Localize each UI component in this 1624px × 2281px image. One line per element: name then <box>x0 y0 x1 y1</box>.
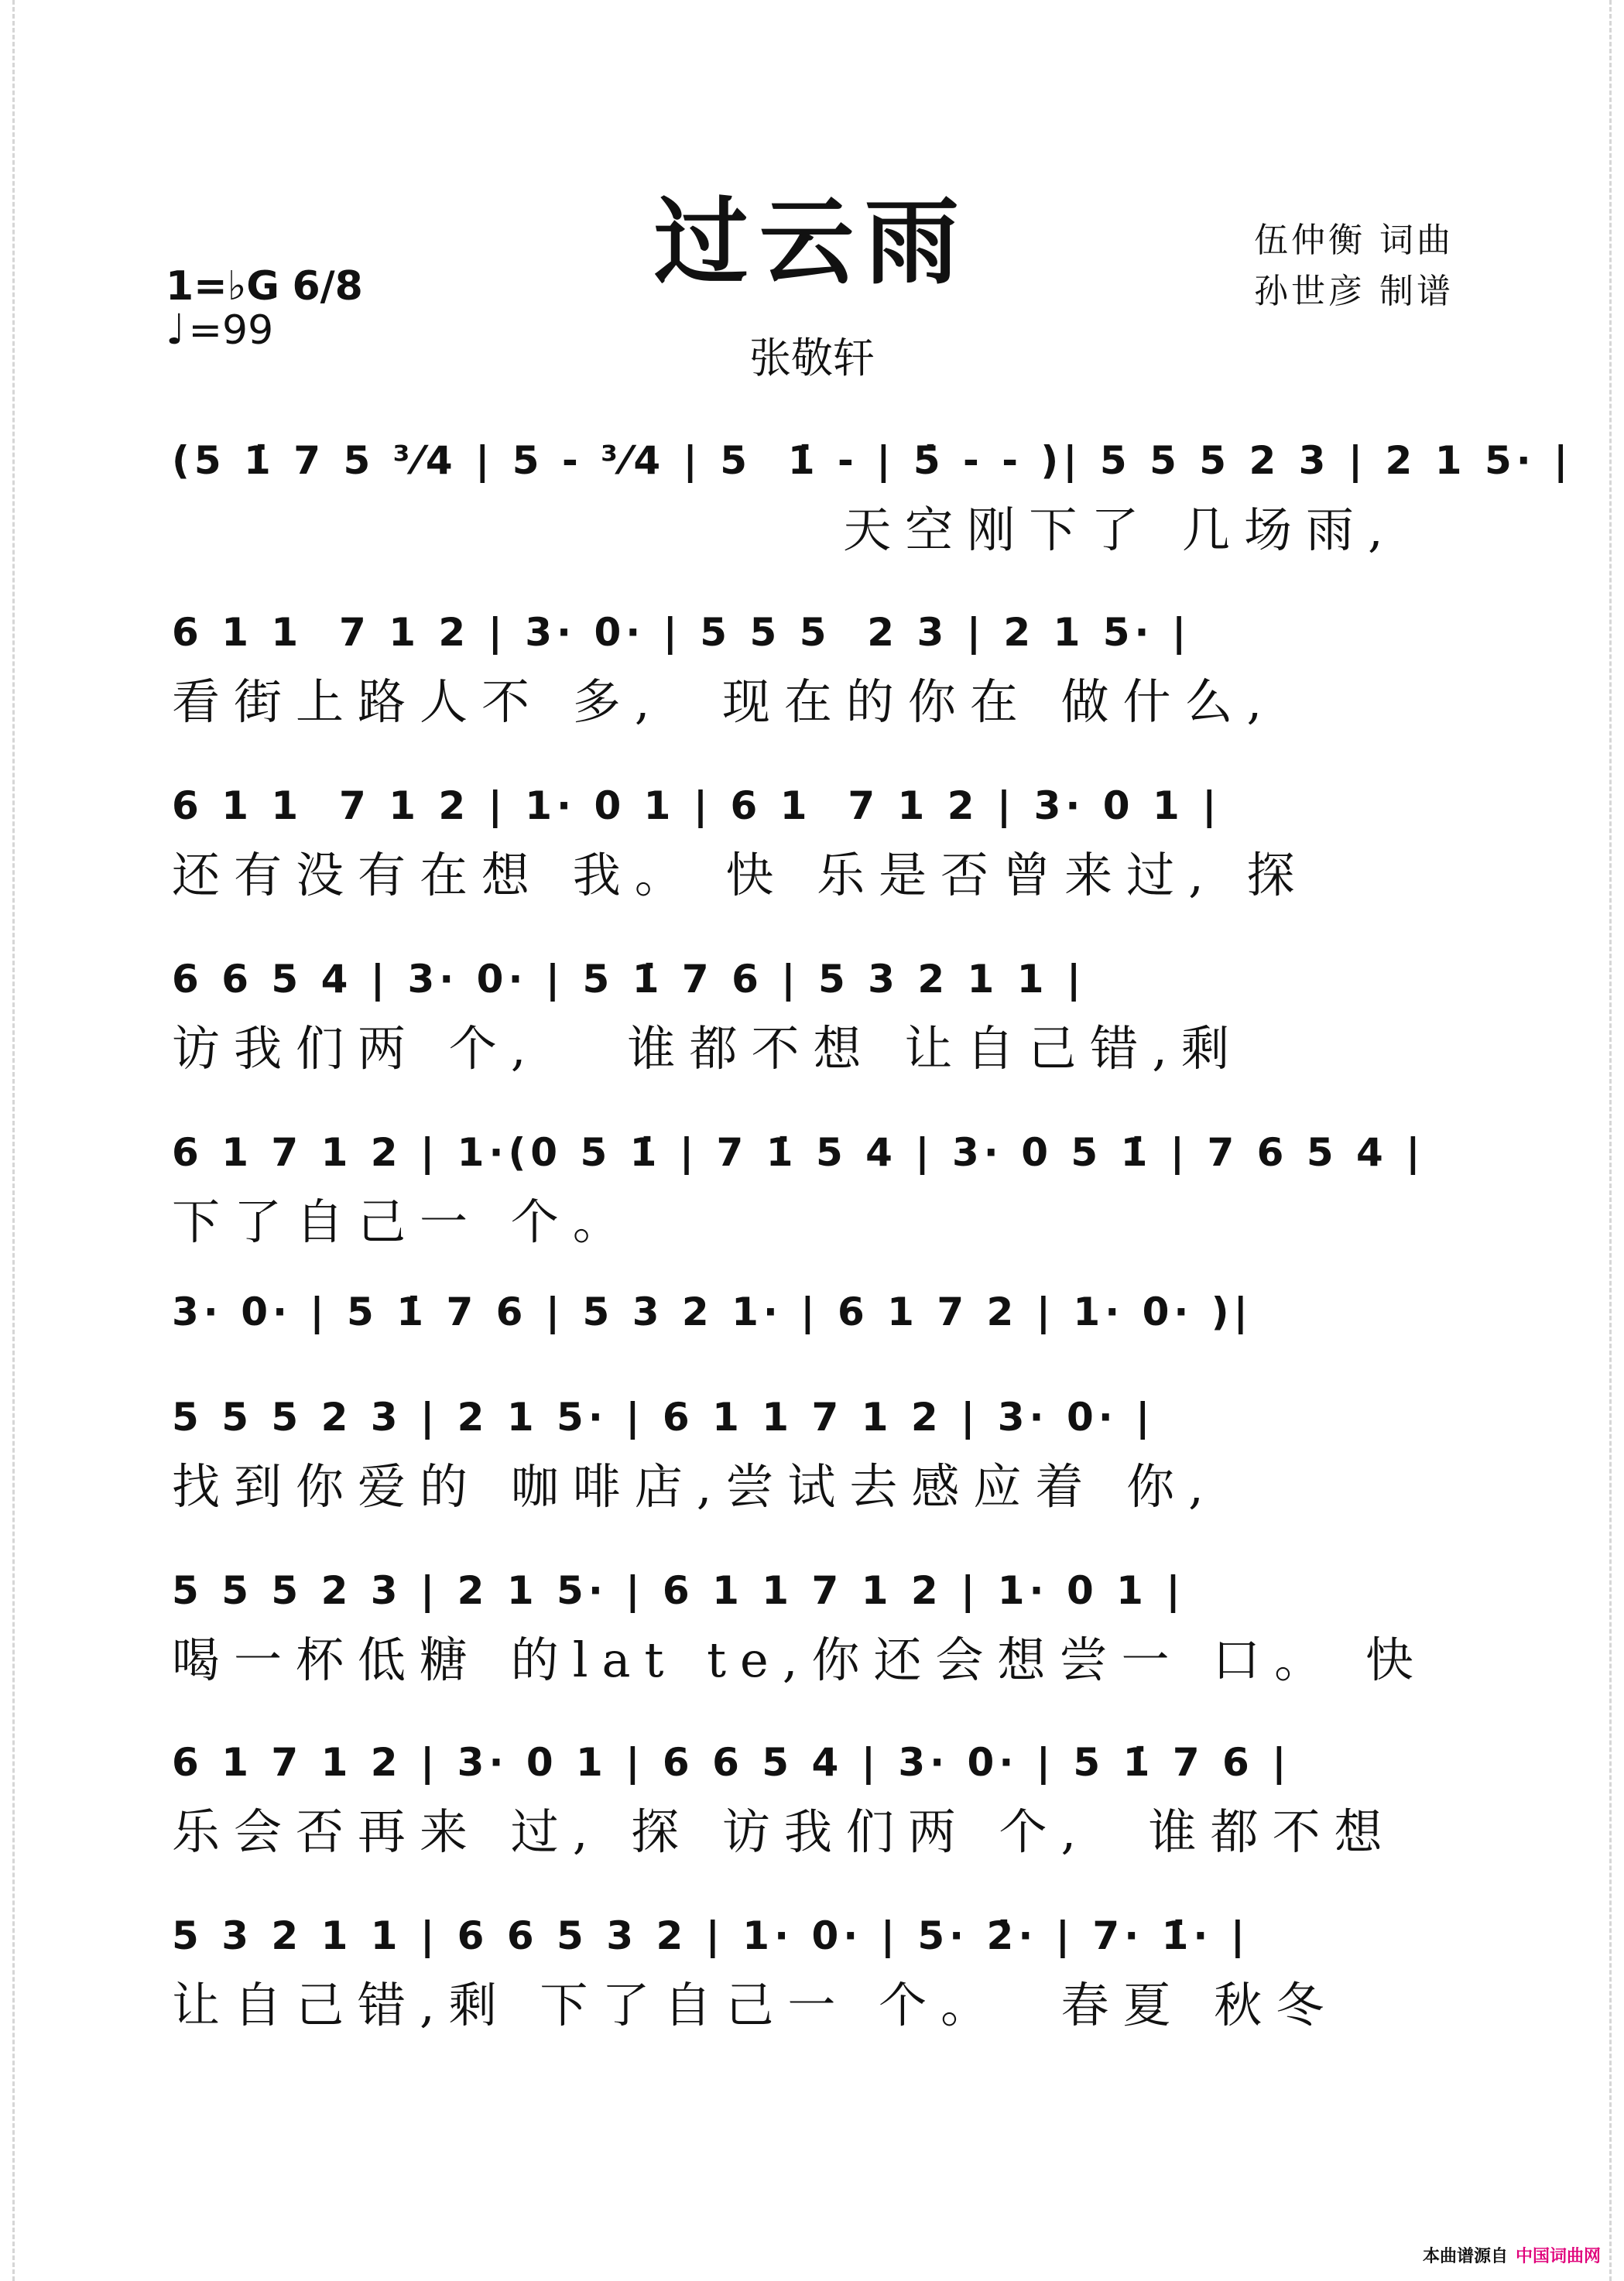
time-signature: 6/8 <box>292 263 363 310</box>
tempo-bpm: =99 <box>188 307 274 354</box>
lyricist-composer: 伍仲衡 词曲 <box>1254 221 1454 260</box>
notation-line: 6 1 7 1 2 | 1·(0 5 1̇ | 7 1̇ 5 4 | 3· 0 5 1̇ | 7 6 5 4 | <box>172 1130 1425 1175</box>
lyrics-line: 让自己错,剩 下了自己一 个。 春夏 秋冬 <box>172 1977 1338 2033</box>
notation-line: 5 5 5 2 3 | 2 1 5· | 6 1 1 7 1 2 | 1· 0 1 | <box>172 1568 1185 1613</box>
lyrics-line: 下了自己一 个。 <box>172 1194 635 1250</box>
singer: 张敬轩 <box>749 334 875 382</box>
song-title: 过云雨 <box>654 187 970 297</box>
quarter-note-icon: ♩ <box>166 305 186 354</box>
footer-site: 中国词曲网 <box>1515 2247 1601 2266</box>
notation-line: 6 1 1 7 1 2 | 1· 0 1 | 6 1 7 1 2 | 3· 0 1 | <box>172 783 1221 828</box>
key-signature: 1=♭G <box>166 263 279 310</box>
notation-line: 6 1 7 1 2 | 3· 0 1 | 6 6 5 4 | 3· 0· | 5 1̇ 7 6 | <box>172 1740 1291 1785</box>
lyrics-line: 喝一杯低糖 的lat te,你还会想尝一 口。 快 <box>172 1632 1427 1688</box>
lyrics-line: 找到你爱的 咖啡店,尝试去感应着 你, <box>172 1458 1218 1515</box>
notation-line: 6 1 1 7 1 2 | 3· 0· | 5 5 5 2 3 | 2 1 5· | <box>172 610 1191 655</box>
lyrics-line: 访我们两 个, 谁都不想 让自己错,剩 <box>172 1020 1243 1077</box>
footer-source: 本曲谱源自 <box>1422 2247 1508 2266</box>
credits <box>1254 215 1454 317</box>
notation-line: (5 1̇ 7 5 ³⁄4 | 5 - ³⁄4 | 5 1̇ - | 5̇ - - )| 5 5 5 2 3 | 2 1 5· | <box>172 438 1573 483</box>
footer <box>1423 2243 1601 2267</box>
notation-line: 6 6 5 4 | 3· 0· | 5 1̇ 7 6 | 5 3 2 1 1 | <box>172 957 1086 1002</box>
arranger: 孙世彦 制谱 <box>1254 272 1454 311</box>
notation-line: 5 5 5 2 3 | 2 1 5· | 6 1 1 7 1 2 | 3· 0· | <box>172 1395 1155 1440</box>
lyrics-line: 天空刚下了 几场雨, <box>172 502 1397 558</box>
notation-line: 3· 0· | 5 1̇ 7 6 | 5 3 2 1· | 6 1 7 2 | 1· 0· )| <box>172 1289 1252 1334</box>
lyrics-line: 还有没有在想 我。 快 乐是否曾来过, 探 <box>172 847 1309 903</box>
lyrics-line: 乐会否再来 过, 探 访我们两 个, 谁都不想 <box>172 1803 1396 1860</box>
lyrics-line: 看街上路人不 多, 现在的你在 做什么, <box>172 673 1276 730</box>
notation-line: 5 3 2 1 1 | 6 6 5 3 2 | 1· 0· | 5· 2̇· | 7· 1̇· | <box>172 1913 1250 1958</box>
